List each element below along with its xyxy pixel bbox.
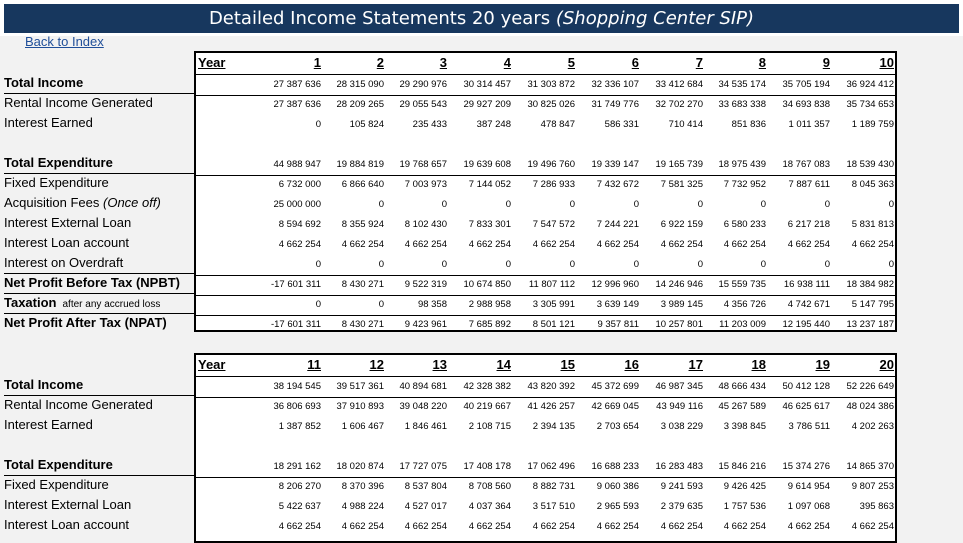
table-row	[196, 215, 895, 235]
table-cell: 98 358	[417, 299, 447, 310]
year-header-cell: 18	[751, 357, 766, 372]
table-row	[196, 275, 895, 295]
table-cell: 15 559 735	[718, 279, 766, 290]
table-cell: 3 786 511	[788, 421, 830, 432]
table-cell: 3 038 229	[660, 421, 703, 432]
table-cell: 45 372 699	[591, 381, 639, 392]
table-cell: 31 303 872	[527, 79, 575, 90]
table-cell: 10 674 850	[463, 279, 511, 290]
table-cell: 4 527 017	[404, 501, 447, 512]
table-row	[196, 315, 895, 335]
table-cell: 41 426 257	[527, 401, 575, 412]
table-cell: 4 662 254	[341, 521, 384, 532]
table-cell: 10 257 801	[655, 319, 703, 330]
table-cell: 50 412 128	[782, 381, 830, 392]
year-header-cell: 10	[879, 55, 894, 70]
table-cell: 1 757 536	[723, 501, 766, 512]
table-cell: 9 241 593	[660, 481, 703, 492]
table-cell: 4 662 254	[596, 239, 639, 250]
table-cell: 3 989 145	[660, 299, 703, 310]
table-cell: 8 206 270	[278, 481, 321, 492]
table-cell: 0	[824, 199, 830, 210]
table-cell: 4 662 254	[341, 239, 384, 250]
table-cell: 8 708 560	[468, 481, 511, 492]
table-cell: 18 384 982	[846, 279, 894, 290]
table-cell: 0	[633, 199, 639, 210]
table-cell: 14 246 946	[655, 279, 703, 290]
table-cell: 16 283 483	[655, 461, 703, 472]
table-cell: 27 387 636	[273, 99, 321, 110]
table-cell: 4 662 254	[404, 521, 447, 532]
table-cell: 32 702 270	[655, 99, 703, 110]
row-label-text: Fixed Expenditure	[4, 477, 109, 492]
table-cell: 3 398 845	[723, 421, 766, 432]
table-cell: 3 517 510	[532, 501, 575, 512]
table-cell: 19 884 819	[336, 159, 384, 170]
row-label	[4, 293, 160, 313]
page-title	[4, 4, 959, 33]
year-header-cell: 3	[439, 55, 447, 70]
row-label	[4, 213, 131, 233]
year-header-row	[196, 355, 895, 375]
table-cell: 3 305 991	[532, 299, 575, 310]
table-cell: 2 108 715	[468, 421, 511, 432]
table-row	[196, 95, 895, 115]
row-label	[4, 475, 109, 495]
table-cell: 19 165 739	[655, 159, 703, 170]
table-cell: 7 581 325	[660, 179, 703, 190]
table-cell: 0	[441, 259, 447, 270]
table-cell: 4 662 254	[787, 521, 830, 532]
year-header-cell: 20	[879, 357, 894, 372]
table-cell: 16 688 233	[591, 461, 639, 472]
table-cell: 8 501 121	[532, 319, 575, 330]
table-cell: 7 244 221	[596, 219, 639, 230]
table-cell: 0	[378, 199, 384, 210]
table-cell: 4 202 263	[851, 421, 894, 432]
row-label	[4, 153, 113, 173]
table-cell: 8 594 692	[278, 219, 321, 230]
year-header-cell: 5	[567, 55, 575, 70]
row-label-text: Acquisition Fees	[4, 195, 100, 210]
back-to-index-link[interactable]: Back to Index	[25, 34, 104, 49]
table-cell: 395 863	[859, 501, 894, 512]
table-cell: 18 975 439	[718, 159, 766, 170]
table-cell: 0	[888, 259, 894, 270]
table-cell: 18 020 874	[336, 461, 384, 472]
table-cell: 28 209 265	[336, 99, 384, 110]
table-cell: 36 806 693	[273, 401, 321, 412]
table-cell: 8 102 430	[404, 219, 447, 230]
table-cell: 0	[824, 259, 830, 270]
row-label	[4, 253, 123, 273]
table-cell: 4 662 254	[787, 239, 830, 250]
table-cell: 19 496 760	[527, 159, 575, 170]
row-label-text: Net Profit Before Tax (NPBT)	[4, 275, 180, 290]
table-cell: 8 430 271	[341, 319, 384, 330]
table-cell: 27 387 636	[273, 79, 321, 90]
row-label-text: Interest Earned	[4, 115, 93, 130]
table-cell: 46 625 617	[782, 401, 830, 412]
table-cell: 710 414	[668, 119, 703, 130]
table-cell: 4 662 254	[532, 521, 575, 532]
table-cell: 36 924 412	[846, 79, 894, 90]
table-cell: 7 732 952	[723, 179, 766, 190]
table-cell: 0	[378, 299, 384, 310]
table-cell: 4 356 726	[723, 299, 766, 310]
row-label-text: Fixed Expenditure	[4, 175, 109, 190]
table-cell: 35 705 194	[782, 79, 830, 90]
row-label	[4, 233, 129, 253]
table-cell: 19 639 608	[463, 159, 511, 170]
year-header-cell: 19	[815, 357, 830, 372]
table-cell: 46 987 345	[655, 381, 703, 392]
table-cell: 0	[441, 199, 447, 210]
table-cell: 11 203 009	[719, 319, 766, 330]
table-cell: 44 988 947	[273, 159, 321, 170]
table-cell: 7 003 973	[404, 179, 447, 190]
table-cell: 9 614 954	[787, 481, 830, 492]
table-cell: 15 374 276	[782, 461, 830, 472]
table-cell: 11 807 112	[528, 279, 575, 290]
table-cell: 4 662 254	[851, 239, 894, 250]
table-row	[196, 195, 895, 215]
table-cell: 30 825 026	[527, 99, 575, 110]
table-cell: 4 662 254	[532, 239, 575, 250]
table-row	[196, 477, 895, 497]
table-row	[196, 255, 895, 275]
table-row	[196, 377, 895, 397]
row-label-text: Total Expenditure	[4, 457, 113, 472]
year-header-cell: 13	[432, 357, 447, 372]
table-cell: 39 517 361	[336, 381, 384, 392]
table-cell: 478 847	[540, 119, 575, 130]
table-cell: 387 248	[476, 119, 511, 130]
year-header-cell: 7	[695, 55, 703, 70]
row-label-text: Interest Loan account	[4, 235, 130, 250]
year-header-cell: 4	[503, 55, 511, 70]
table-row	[196, 437, 895, 457]
row-label	[4, 113, 93, 133]
table-cell: 4 662 254	[404, 239, 447, 250]
table-cell: 31 749 776	[591, 99, 639, 110]
row-label	[4, 193, 161, 213]
row-label-text: Interest on Overdraft	[4, 255, 124, 270]
table-cell: 18 291 162	[273, 461, 321, 472]
table-cell: 0	[760, 199, 766, 210]
table-row	[196, 295, 895, 315]
table-cell: 2 394 135	[532, 421, 575, 432]
table-cell: 1 606 467	[341, 421, 384, 432]
row-label-text: Taxation	[4, 295, 57, 310]
table-cell: 8 045 363	[851, 179, 894, 190]
year-header-label: Year	[198, 55, 226, 70]
table-cell: 32 336 107	[591, 79, 639, 90]
row-label-text: Interest Loan account	[4, 517, 130, 532]
table-cell: 38 194 545	[273, 381, 321, 392]
table-cell: 17 408 178	[463, 461, 511, 472]
table-cell: 39 048 220	[399, 401, 447, 412]
table-cell: 12 996 960	[591, 279, 639, 290]
table-cell: -17 601 311	[270, 319, 321, 330]
table-cell: 586 331	[604, 119, 639, 130]
table-cell: 12 195 440	[782, 319, 830, 330]
table-cell: 4 662 254	[278, 239, 321, 250]
table-cell: 18 767 083	[782, 159, 830, 170]
year-header-cell: 11	[307, 357, 321, 372]
year-header-cell: 9	[822, 55, 830, 70]
table-row	[196, 175, 895, 195]
table-cell: 6 580 233	[723, 219, 766, 230]
table-cell: 1 846 461	[404, 421, 447, 432]
table-cell: 48 024 386	[846, 401, 894, 412]
table-cell: 19 768 657	[399, 159, 447, 170]
table-cell: 2 965 593	[596, 501, 639, 512]
table-cell: 8 537 804	[404, 481, 447, 492]
row-label-text: Total Income	[4, 377, 84, 392]
table-cell: 0	[315, 299, 321, 310]
table-cell: 43 820 392	[527, 381, 575, 392]
table-row	[196, 497, 895, 517]
table-row	[196, 417, 895, 437]
income-table-years-11-20	[194, 353, 897, 543]
table-cell: 4 662 254	[660, 521, 703, 532]
row-label	[4, 495, 131, 515]
table-cell: 4 662 254	[660, 239, 703, 250]
table-row	[196, 75, 895, 95]
table-cell: 18 539 430	[846, 159, 894, 170]
table-cell: 1 387 852	[278, 421, 321, 432]
table-row	[196, 517, 895, 537]
table-cell: 4 662 254	[723, 521, 766, 532]
row-label	[4, 375, 83, 395]
table-cell: 37 910 893	[336, 401, 384, 412]
table-cell: 6 732 000	[278, 179, 321, 190]
table-cell: 29 927 209	[463, 99, 511, 110]
income-table-years-1-10	[194, 51, 897, 332]
row-label	[4, 93, 153, 113]
table-cell: 6 922 159	[660, 219, 703, 230]
table-cell: 5 422 637	[278, 501, 321, 512]
table-cell: 3 639 149	[596, 299, 639, 310]
row-label	[4, 173, 109, 193]
row-label-text: Interest Earned	[4, 417, 93, 432]
table-cell: 42 328 382	[463, 381, 511, 392]
year-header-cell: 8	[758, 55, 766, 70]
year-header-cell: 1	[313, 55, 321, 70]
table-cell: -17 601 311	[270, 279, 321, 290]
year-header-cell: 16	[624, 357, 639, 372]
row-label-text: Rental Income Generated	[4, 95, 153, 110]
table-cell: 0	[633, 259, 639, 270]
table-cell: 0	[505, 259, 511, 270]
table-row	[196, 235, 895, 255]
table-cell: 8 430 271	[341, 279, 384, 290]
row-label-text: Total Income	[4, 75, 84, 90]
table-row	[196, 135, 895, 155]
row-label	[4, 313, 167, 333]
table-cell: 7 286 933	[532, 179, 575, 190]
table-cell: 8 355 924	[341, 219, 384, 230]
table-cell: 8 882 731	[532, 481, 575, 492]
table-cell: 28 315 090	[336, 79, 384, 90]
table-cell: 9 522 319	[404, 279, 447, 290]
table-cell: 17 727 075	[399, 461, 447, 472]
row-label	[4, 415, 93, 435]
table-cell: 0	[569, 199, 575, 210]
row-label-text: Interest External Loan	[4, 497, 132, 512]
table-cell: 33 683 338	[718, 99, 766, 110]
table-cell: 9 357 811	[597, 319, 639, 330]
table-cell: 15 846 216	[718, 461, 766, 472]
table-row	[196, 457, 895, 477]
row-label	[4, 455, 113, 475]
table-cell: 1 097 068	[787, 501, 830, 512]
table-row	[196, 155, 895, 175]
row-label	[4, 273, 180, 293]
page-title-subtitle: (Shopping Center SIP)	[555, 8, 755, 29]
table-cell: 0	[697, 199, 703, 210]
table-cell: 851 836	[731, 119, 766, 130]
table-cell: 1 011 357	[788, 119, 830, 130]
row-label-text: Rental Income Generated	[4, 397, 153, 412]
year-header-cell: 17	[688, 357, 703, 372]
table-cell: 45 267 589	[718, 401, 766, 412]
row-label-text: Total Expenditure	[4, 155, 113, 170]
table-cell: 9 426 425	[723, 481, 766, 492]
row-label	[4, 73, 83, 93]
table-cell: 4 662 254	[851, 521, 894, 532]
year-header-cell: 12	[369, 357, 384, 372]
year-header-label: Year	[198, 357, 226, 372]
table-cell: 6 866 640	[341, 179, 384, 190]
table-cell: 40 219 667	[463, 401, 511, 412]
table-cell: 5 147 795	[851, 299, 894, 310]
year-header-cell: 6	[631, 55, 639, 70]
page-title-text: Detailed Income Statements 20 years	[208, 8, 551, 29]
row-label-text: Interest External Loan	[4, 215, 132, 230]
row-label-note: after any accrued loss	[62, 299, 161, 310]
table-cell: 42 669 045	[591, 401, 639, 412]
table-cell: 4 988 224	[341, 501, 384, 512]
table-cell: 1 189 759	[851, 119, 894, 130]
table-cell: 34 535 174	[718, 79, 766, 90]
table-cell: 6 217 218	[787, 219, 830, 230]
row-label-text: Net Profit After Tax (NPAT)	[4, 315, 167, 330]
table-cell: 29 290 976	[399, 79, 447, 90]
table-cell: 48 666 434	[718, 381, 766, 392]
table-cell: 30 314 457	[463, 79, 511, 90]
table-cell: 25 000 000	[273, 199, 321, 210]
table-row	[196, 115, 895, 135]
table-cell: 17 062 496	[527, 461, 575, 472]
table-cell: 4 662 254	[468, 239, 511, 250]
table-cell: 2 703 654	[596, 421, 639, 432]
table-cell: 235 433	[412, 119, 447, 130]
table-cell: 4 662 254	[723, 239, 766, 250]
table-cell: 4 662 254	[278, 521, 321, 532]
year-header-cell: 15	[560, 357, 575, 372]
table-cell: 7 144 052	[468, 179, 511, 190]
row-label	[4, 515, 129, 535]
table-cell: 14 865 370	[846, 461, 894, 472]
table-cell: 5 831 813	[851, 219, 894, 230]
table-cell: 13 237 187	[846, 319, 894, 330]
table-cell: 7 547 572	[532, 219, 575, 230]
table-cell: 7 685 892	[468, 319, 511, 330]
row-label	[4, 395, 153, 415]
table-cell: 34 693 838	[782, 99, 830, 110]
table-cell: 2 379 635	[660, 501, 703, 512]
table-cell: 0	[888, 199, 894, 210]
table-cell: 9 060 386	[596, 481, 639, 492]
year-header-row	[196, 53, 895, 73]
year-header-cell: 2	[376, 55, 384, 70]
row-label-suffix: (Once off)	[99, 195, 161, 210]
year-header-cell: 14	[496, 357, 511, 372]
table-cell: 4 742 671	[787, 299, 830, 310]
table-cell: 4 662 254	[468, 521, 511, 532]
table-cell: 7 833 301	[468, 219, 511, 230]
table-cell: 2 988 958	[468, 299, 511, 310]
table-cell: 35 734 653	[846, 99, 894, 110]
table-cell: 16 938 111	[783, 279, 830, 290]
table-cell: 0	[760, 259, 766, 270]
table-cell: 105 824	[349, 119, 384, 130]
table-cell: 19 339 147	[591, 159, 639, 170]
table-cell: 4 037 364	[468, 501, 511, 512]
table-cell: 9 423 961	[404, 319, 447, 330]
table-cell: 0	[315, 259, 321, 270]
table-cell: 7 432 672	[596, 179, 639, 190]
table-cell: 9 807 253	[851, 481, 894, 492]
table-cell: 0	[505, 199, 511, 210]
table-cell: 0	[315, 119, 321, 130]
banner	[0, 0, 963, 36]
table-cell: 33 412 684	[655, 79, 703, 90]
table-cell: 8 370 396	[341, 481, 384, 492]
table-cell: 4 662 254	[596, 521, 639, 532]
table-cell: 0	[569, 259, 575, 270]
table-cell: 43 949 116	[656, 401, 703, 412]
table-cell: 7 887 611	[788, 179, 830, 190]
table-cell: 40 894 681	[399, 381, 447, 392]
table-cell: 52 226 649	[846, 381, 894, 392]
table-cell: 0	[697, 259, 703, 270]
table-cell: 29 055 543	[399, 99, 447, 110]
table-cell: 0	[378, 259, 384, 270]
table-row	[196, 397, 895, 417]
